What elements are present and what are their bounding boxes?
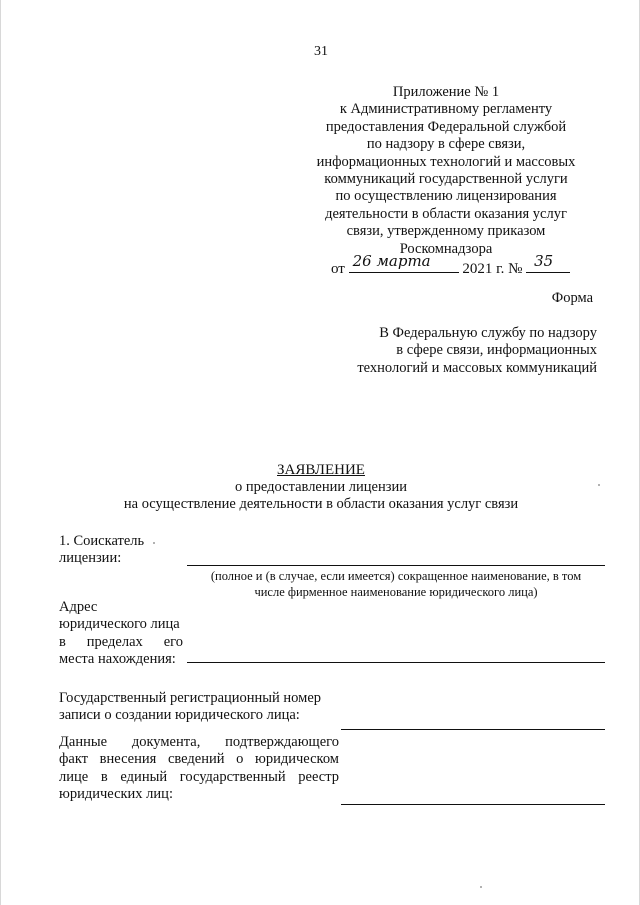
handwritten-number: 35 <box>534 252 554 270</box>
page-number: 31 <box>314 44 328 59</box>
appendix-line: предоставления Федеральной службой <box>325 118 567 135</box>
appendix-line: коммуникаций государственной услуги <box>324 171 568 188</box>
egrul-document-field-line[interactable] <box>341 804 605 805</box>
document-title: ЗАЯВЛЕНИЕ <box>277 462 365 478</box>
appendix-line: информационных технологий и массовых <box>316 153 576 170</box>
appendix-line: к Административному регламенту <box>339 101 553 118</box>
scan-speck <box>153 542 155 544</box>
appendix-line: по осуществлению лицензирования <box>335 188 557 205</box>
order-date-blank <box>349 252 459 273</box>
registration-number-field-line[interactable] <box>341 729 605 730</box>
applicant-field-line[interactable] <box>187 565 605 566</box>
order-date-line <box>331 252 570 278</box>
document-subtitle: на осуществление деятельности в области оказания услуг связи <box>123 496 519 512</box>
handwritten-date: 26 марта <box>352 252 431 270</box>
appendix-block <box>301 84 591 258</box>
order-year-label: 2021 г. № <box>462 261 523 277</box>
addressee-line: технологий и массовых коммуникаций <box>357 359 597 376</box>
appendix-line: связи, утвержденному приказом <box>346 223 546 240</box>
egrul-document-label: Данные документа, подтверждающего факт внесения сведений о юридическом лице в единый государственный реестр юридических лиц: <box>59 734 339 803</box>
appendix-line: по надзору в сфере связи, <box>366 136 526 153</box>
document-heading <box>1 462 640 513</box>
addressee-line: в сфере связи, информационных <box>396 342 597 359</box>
appendix-line: Приложение № 1 <box>392 84 500 100</box>
registration-number-label: Государственный регистрационный номер записи о создании юридического лица: <box>59 690 322 724</box>
scan-speck <box>598 484 600 486</box>
addressee-line: В Федеральную службу по надзору <box>379 325 597 341</box>
order-number-blank <box>526 252 570 273</box>
scan-speck <box>480 886 482 888</box>
appendix-line: деятельности в области оказания услуг <box>325 205 567 222</box>
document-subtitle: о предоставлении лицензии <box>235 479 407 495</box>
address-label: Адрес юридического лица в пределах его места нахождения: <box>59 599 183 668</box>
applicant-label: 1. Соискатель лицензии: <box>59 533 145 567</box>
applicant-field-caption: (полное и (в случае, если имеется) сокращенное наименование, в том числе фирменное наименование юридического лица) <box>210 569 582 599</box>
appendix-line: Роскомнадзора <box>399 240 493 257</box>
order-from-label: от <box>331 261 345 277</box>
form-label: Форма <box>551 290 593 306</box>
address-field-line[interactable] <box>187 662 605 663</box>
addressee-block <box>301 325 597 377</box>
